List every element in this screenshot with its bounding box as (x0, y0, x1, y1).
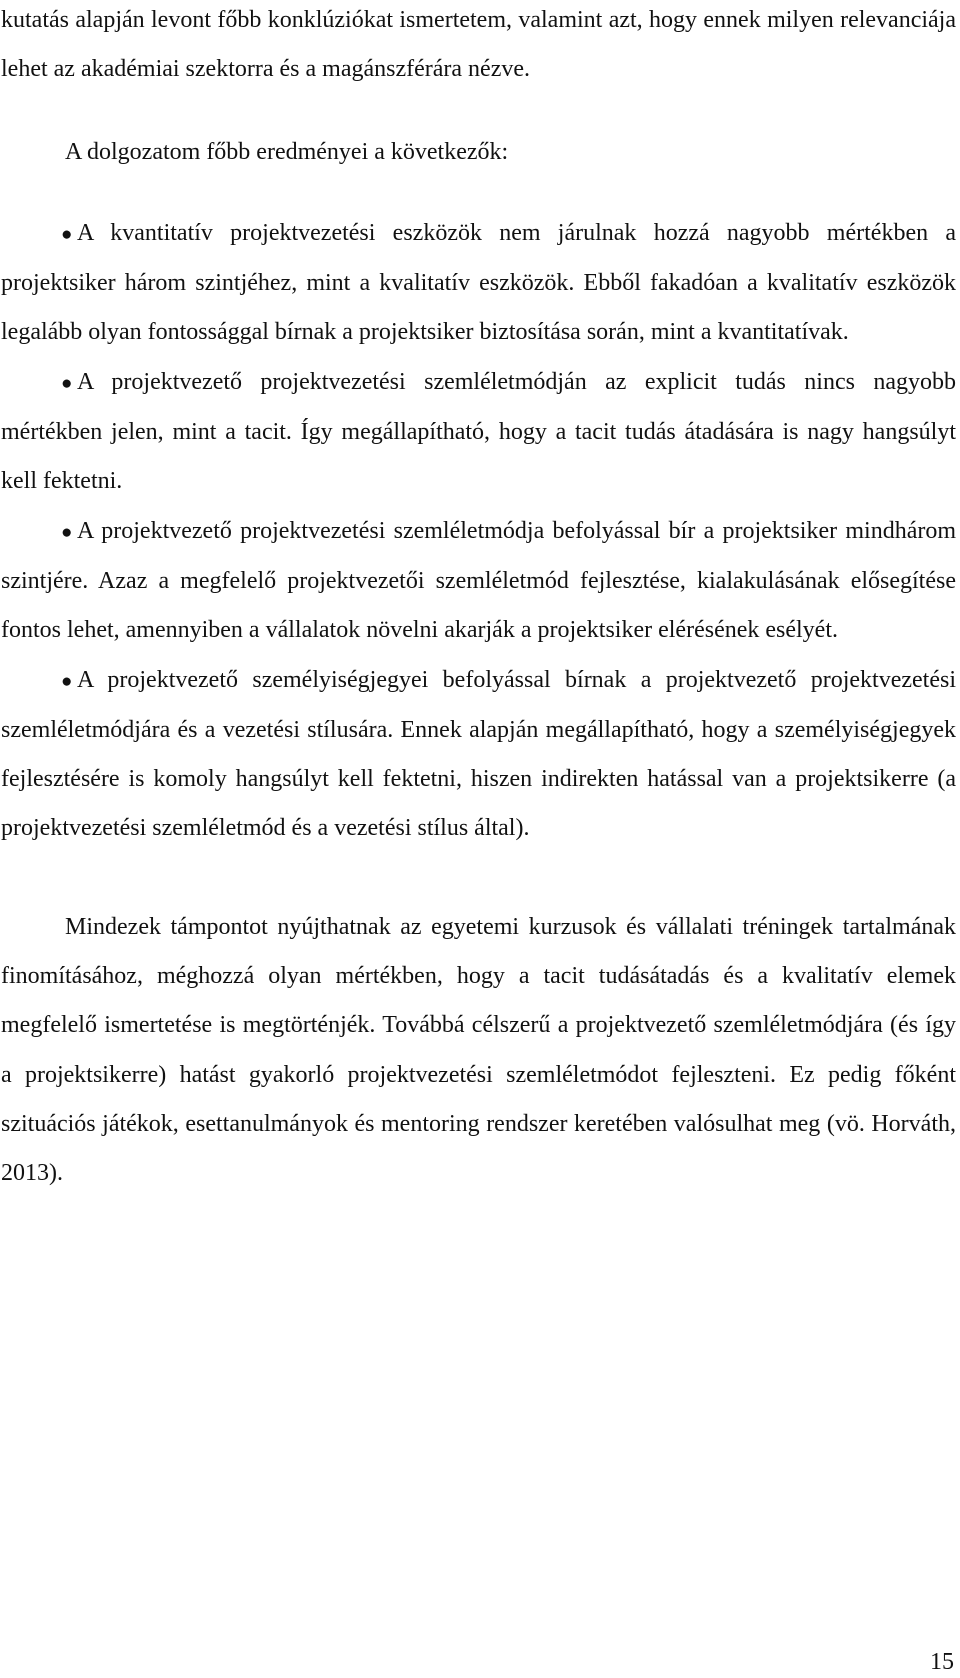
bullet-text: A projektvezető személyiségjegyei befolyással bírnak a projektvezető projektvezetési szemléletmódjára és a vezetési stílusára. Ennek alapján megállapítható, hogy a személyiségjegyek fejlesztésére is komoly hangsúlyt kell fektetni, hiszen indirekten hatással van a projektsikerre (a projektvezetési szemléletmód és a vezetési stílus által). (1, 666, 956, 842)
bullet-item-4 (1, 656, 956, 854)
bullet-icon: ● (61, 372, 73, 394)
bullet-text: A projektvezető projektvezetési szemléletmódján az explicit tudás nincs nagyobb mértékben jelen, mint a tacit. Így megállapítható, hogy a tacit tudás átadására is nagy hangsúlyt kell fektetni. (1, 368, 956, 495)
intro-paragraph: kutatás alapján levont főbb konklúziókat ismertetem, valamint azt, hogy ennek milyen relevanciája lehet az akadémiai szektorra és a magánszférára nézve. (1, 7, 956, 83)
page-number: 15 (930, 1649, 954, 1675)
bullet-icon: ● (61, 223, 73, 245)
bullet-icon: ● (61, 670, 73, 692)
closing-paragraph: Mindezek támpontot nyújthatnak az egyetemi kurzusok és vállalati tréningek tartalmának finomításához, méghozzá olyan mértékben, hogy a tacit tudásátadás és a kvalitatív elemek megfelelő ismertetése is megtörténjék. Továbbá célszerű a projektvezető szemléletmódjára (és így a projektsikerre) hatást gyakorló projektvezetési szemléletmódot fejleszteni. Ez pedig főként szituációs játékok, esettanulmányok és mentoring rendszer keretében valósulhat meg (vö. Horváth, 2013). (1, 913, 956, 1187)
bullet-icon: ● (61, 521, 73, 543)
bullet-item-2 (1, 358, 956, 507)
bullet-item-1 (1, 209, 956, 358)
results-heading: A dolgozatom főbb eredményei a következők: (65, 138, 509, 165)
bullet-text: A kvantitatív projektvezetési eszközök nem járulnak hozzá nagyobb mértékben a projektsiker három szintjéhez, mint a kvalitatív eszközök. Ebből fakadóan a kvalitatív eszközök legalább olyan fontossággal bírnak a projektsiker biztosítása során, mint a kvantitatívak. (1, 219, 956, 346)
document-body (1, 0, 956, 1199)
bullet-text: A projektvezető projektvezetési szemléletmódja befolyással bír a projektsiker mindhárom szintjére. Azaz a megfelelő projektvezetői szemléletmód fejlesztése, kialakulásának elősegítése fontos lehet, amennyiben a vállalatok növelni akarják a projektsiker elérésének esélyét. (1, 517, 956, 644)
bullet-item-3 (1, 507, 956, 656)
